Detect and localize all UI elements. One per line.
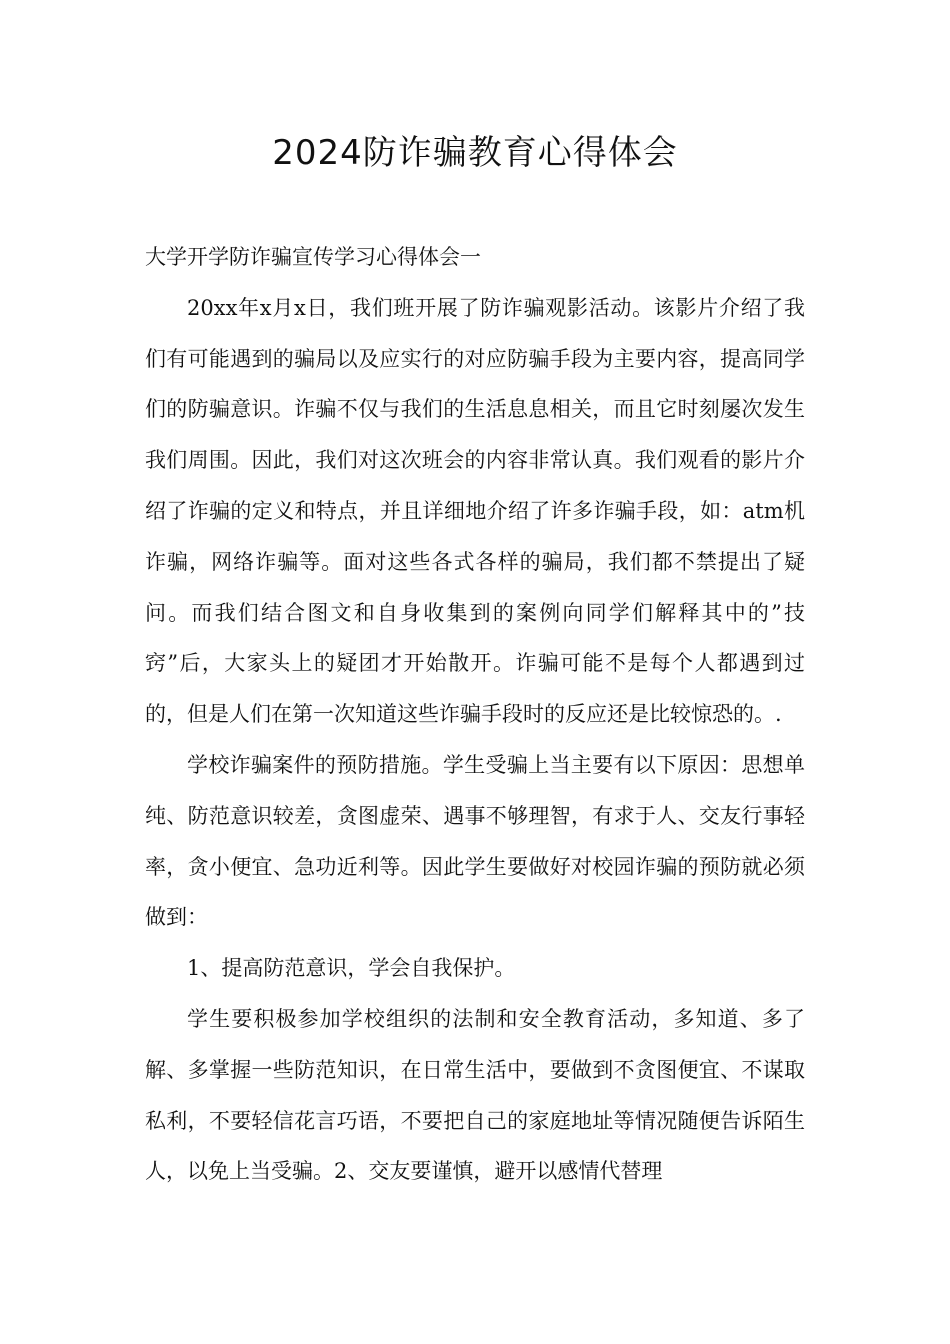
paragraph-4: 学生要积极参加学校组织的法制和安全教育活动，多知道、多了解、多掌握一些防范知识，在日常生活中，要做到不贪图便宜、不谋取私利，不要轻信花言巧语，不要把自己的家庭地址等情况随便告诉陌生人，以免上当受骗。2、交友要谨慎，避开以感情代替理 [145, 1006, 805, 1184]
paragraph-2: 学校诈骗案件的预防措施。学生受骗上当主要有以下原因：思想单纯、防范意识较差，贪图虚荣、遇事不够理智，有求于人、交友行事轻率，贪小便宜、急功近利等。因此学生要做好对校园诈骗的预防就必须做到： [145, 752, 805, 930]
section-heading: 大学开学防诈骗宣传学习心得体会一 [145, 245, 481, 269]
document-title: 2024防诈骗教育心得体会 [272, 133, 678, 173]
paragraph-1: 20xx年x月x日，我们班开展了防诈骗观影活动。该影片介绍了我们有可能遇到的骗局以及应实行的对应防骗手段为主要内容，提高同学们的防骗意识。诈骗不仅与我们的生活息息相关，而且它时刻屡次发生我们周围。因此，我们对这次班会的内容非常认真。我们观看的影片介绍了诈骗的定义和特点，并且详细地介绍了许多诈骗手段，如：atm机诈骗，网络诈骗等。面对这些各式各样的骗局，我们都不禁提出了疑问。而我们结合图文和自身收集到的案例向同学们解释其中的”技窍”后，大家头上的疑团才开始散开。诈骗可能不是每个人都遇到过的，但是人们在第一次知道这些诈骗手段时的反应还是比较惊恐的。. [145, 295, 805, 727]
document-body [145, 232, 805, 1197]
paragraph-3: 1、提高防范意识，学会自我保护。 [187, 956, 516, 981]
